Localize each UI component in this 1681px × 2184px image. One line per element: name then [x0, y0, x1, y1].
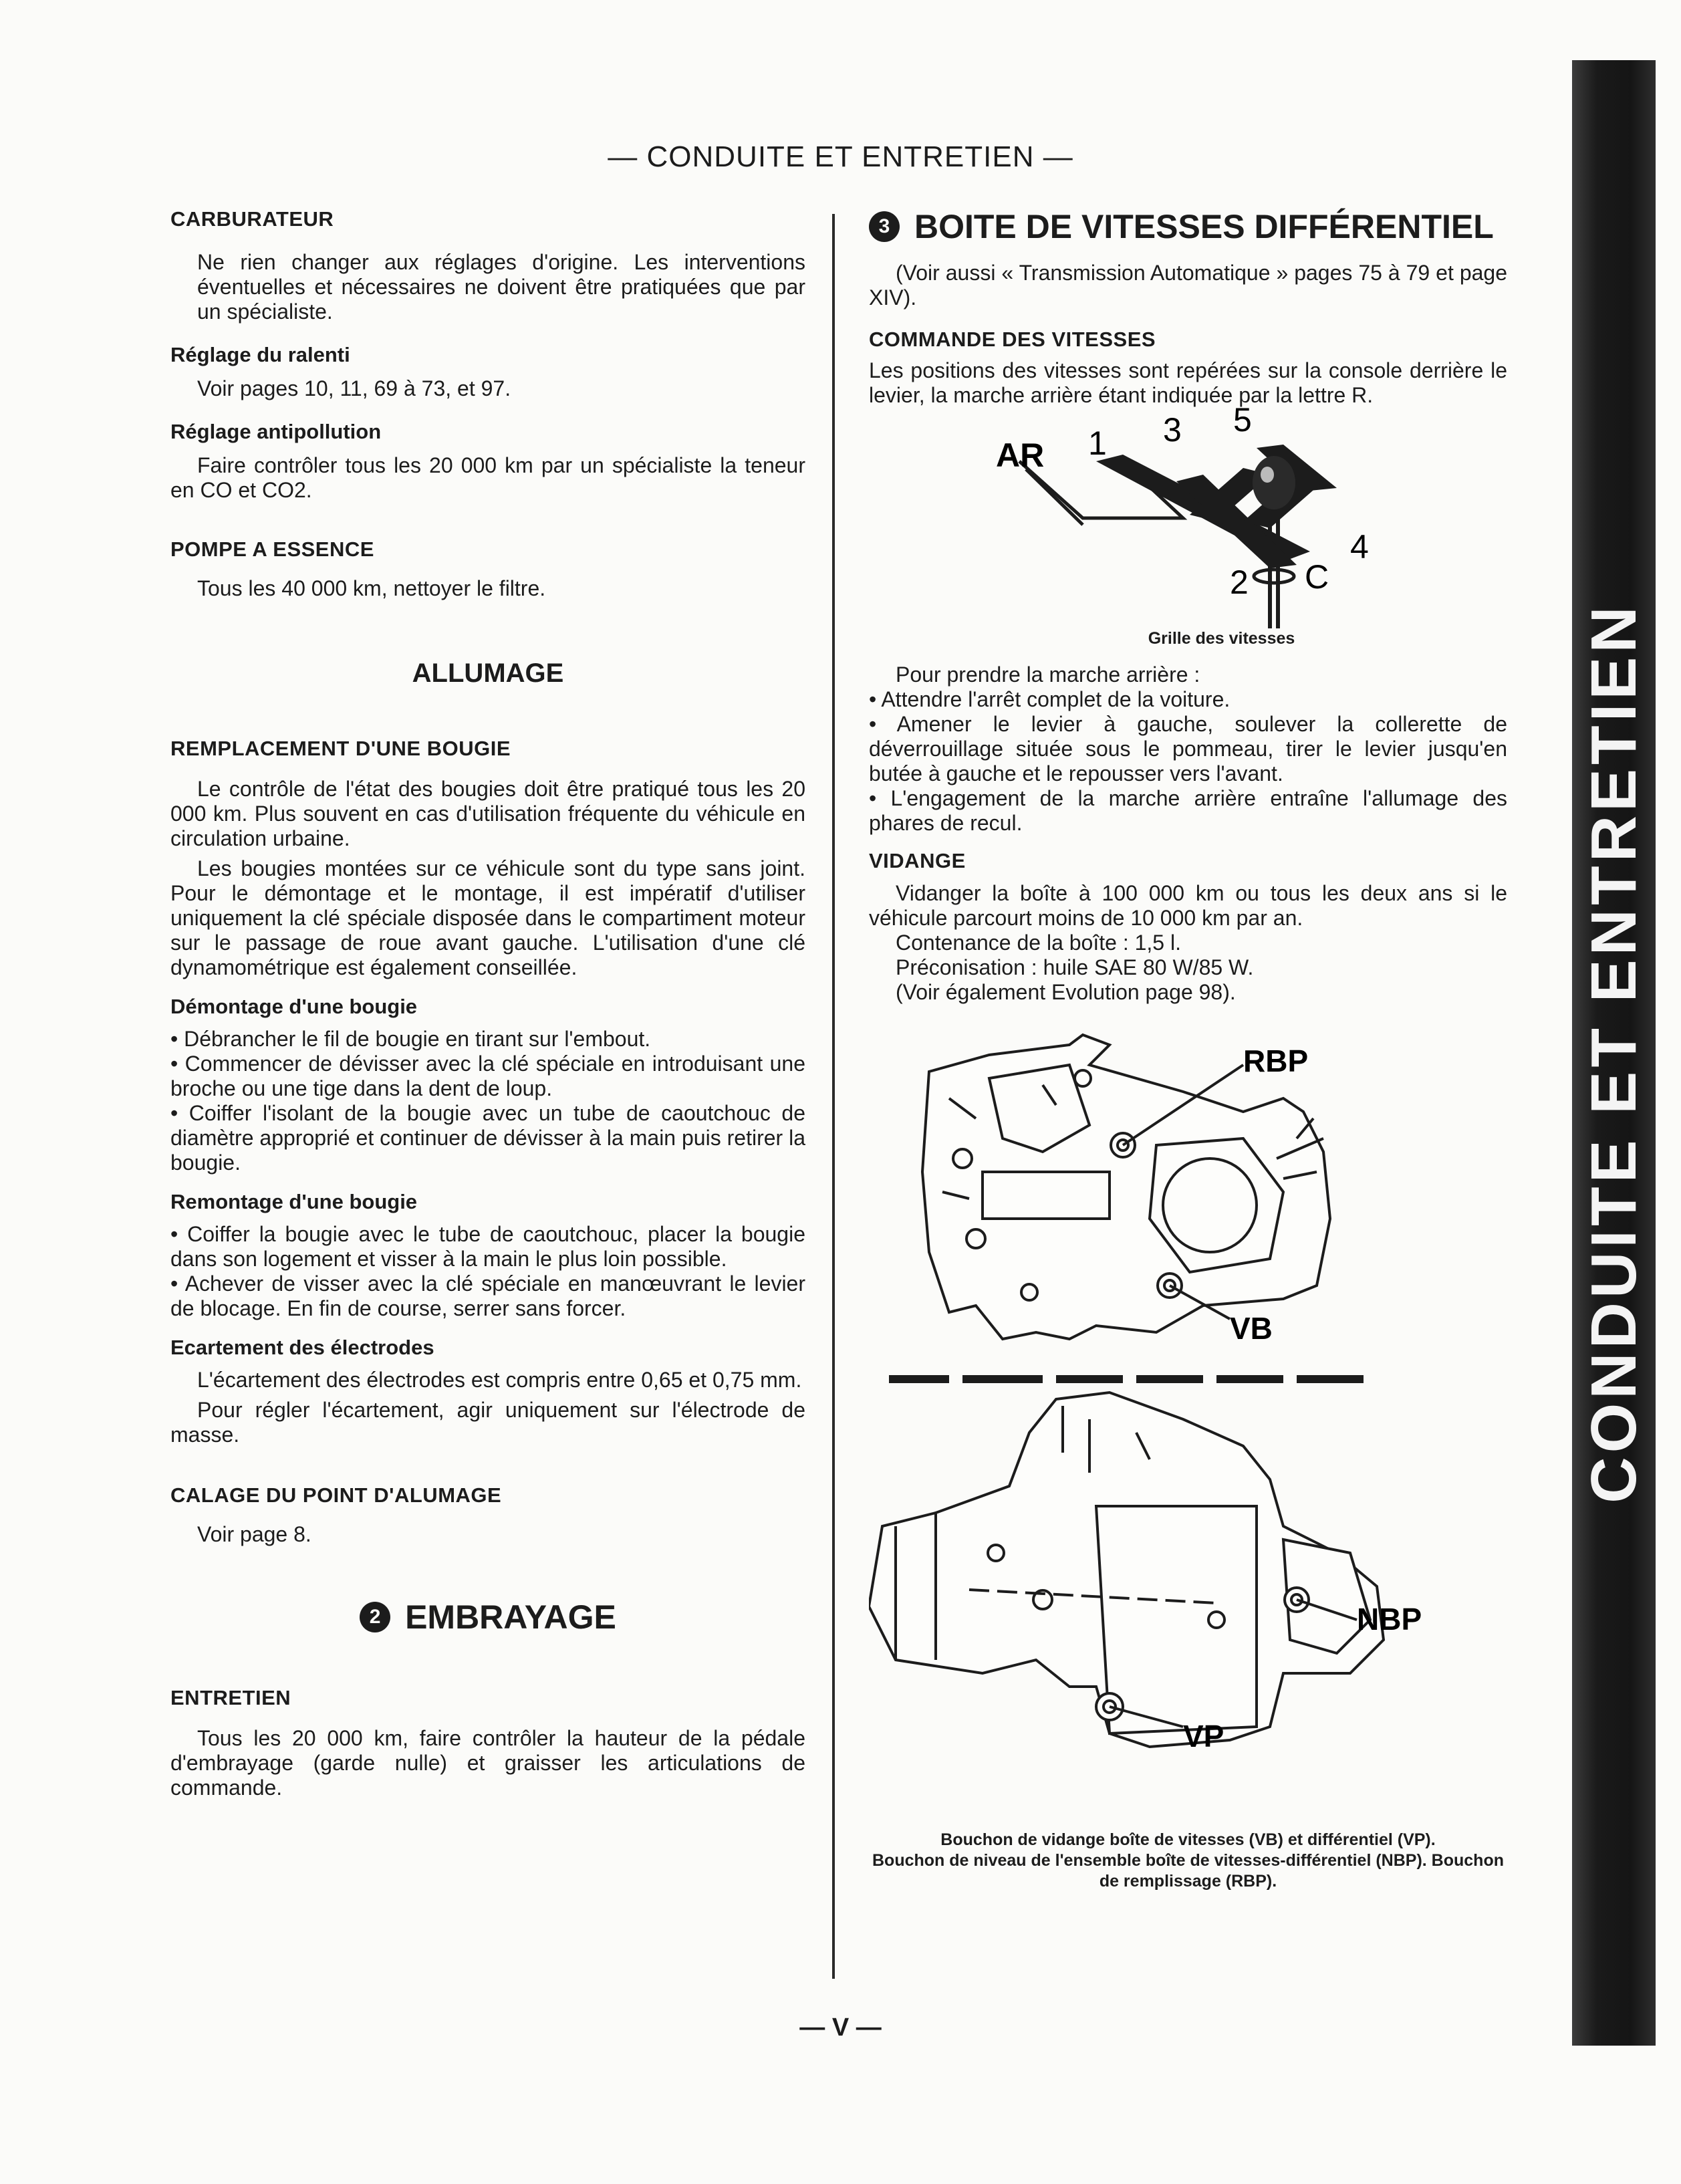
entretien-text: Tous les 20 000 km, faire contrôler la hauteur de la pédale d'embrayage (garde nulle) et graisser les articulations de commande.: [170, 1726, 805, 1800]
pompe-heading: POMPE A ESSENCE: [170, 537, 374, 561]
antipollution-text: Faire contrôler tous les 20 000 km par un spécialiste la teneur en CO et CO2.: [170, 453, 805, 502]
marche-list: [869, 687, 1507, 836]
page-number: — V —: [799, 2014, 882, 2042]
list-item: • Coiffer la bougie avec le tube de caoutchouc, placer la bougie dans son logement et visser à la main le plus loin possible.: [170, 1222, 805, 1271]
remontage-heading: Remontage d'une bougie: [170, 1190, 418, 1213]
boite-heading: [869, 207, 1507, 246]
evolution-text: (Voir également Evolution page 98).: [896, 980, 1236, 1004]
list-item: • Débrancher le fil de bougie en tirant sur l'embout.: [170, 1027, 651, 1051]
label-rbp: RBP: [1243, 1044, 1309, 1078]
gear-label-c: C: [1305, 558, 1329, 596]
diagram-caption-1: Bouchon de vidange boîte de vitesses (VB) et différentiel (VP).: [940, 1830, 1436, 1849]
bougie-paragraph-1: Le contrôle de l'état des bougies doit être pratiqué tous les 20 000 km. Plus souvent en cas d'utilisation fréquente du véhicule en circulation urbaine.: [170, 777, 805, 850]
section-number-2: 2: [360, 1602, 390, 1632]
ralenti-heading: Réglage du ralenti: [170, 343, 350, 366]
boite-title: BOITE DE VITESSES DIFFÉRENTIEL: [914, 208, 1494, 245]
list-item: • Commencer de dévisser avec la clé spéciale en introduisant une broche ou une tige dans la dent de loup.: [170, 1052, 805, 1100]
ralenti-text: Voir pages 10, 11, 69 à 73, et 97.: [197, 376, 511, 400]
demontage-heading: Démontage d'une bougie: [170, 995, 418, 1018]
side-tab: [1572, 60, 1656, 2046]
list-item: • Attendre l'arrêt complet de la voiture.: [869, 687, 1231, 711]
preconisation-text: Préconisation : huile SAE 80 W/85 W.: [896, 955, 1254, 979]
list-item: • Achever de visser avec la clé spéciale en manœuvrant le levier de blocage. En fin de course, serrer sans forcer.: [170, 1271, 805, 1320]
column-divider: [832, 214, 835, 1979]
ecartement-paragraph-1: L'écartement des électrodes est compris entre 0,65 et 0,75 mm.: [197, 1368, 802, 1392]
marche-intro: Pour prendre la marche arrière :: [896, 662, 1200, 687]
gear-label-4: 4: [1350, 528, 1369, 566]
label-vp: VP: [1183, 1719, 1224, 1753]
vidange-text: Vidanger la boîte à 100 000 km ou tous les deux ans si le véhicule parcourt moins de 10 000 km par an.: [869, 881, 1507, 930]
gear-label-1: 1: [1088, 424, 1107, 462]
gear-grid-illustration: [869, 408, 1507, 628]
demontage-list: [170, 1027, 805, 1175]
section-number-3: 3: [869, 211, 900, 242]
vidange-heading: VIDANGE: [869, 849, 966, 872]
gear-label-5: 5: [1233, 408, 1252, 439]
grille-caption: Grille des vitesses: [1148, 629, 1295, 648]
gear-label-2: 2: [1230, 564, 1249, 601]
bougie-paragraph-2: Les bougies montées sur ce véhicule sont du type sans joint. Pour le démontage et le montage, il est impératif d'utiliser uniquement la clé spéciale disposée dans le compartiment moteur sur le passage de roue avant gauche. L'utilisation d'une clé dynamométrique est également conseillée.: [170, 856, 805, 979]
left-column: [170, 207, 805, 1800]
list-item: • L'engagement de la marche arrière entraîne l'allumage des phares de recul.: [869, 786, 1507, 835]
list-item: • Amener le levier à gauche, soulever la collerette de déverrouillage située sous le pommeau, tirer le levier jusqu'en butée à gauche et le repousser vers l'avant.: [869, 712, 1507, 785]
embrayage-title: EMBRAYAGE: [405, 1598, 616, 1636]
label-vb: VB: [1230, 1311, 1273, 1346]
remontage-list: [170, 1222, 805, 1321]
list-item: • Coiffer l'isolant de la bougie avec un tube de caoutchouc de diamètre approprié et continuer de dévisser à la main puis retirer la bougie.: [170, 1101, 805, 1175]
contenance-text: Contenance de la boîte : 1,5 l.: [896, 931, 1181, 955]
bougie-heading: REMPLACEMENT D'UNE BOUGIE: [170, 737, 511, 760]
entretien-heading: ENTRETIEN: [170, 1686, 291, 1709]
commande-text: Les positions des vitesses sont repérées sur la console derrière le levier, la marche arrière étant indiquée par la lettre R.: [869, 358, 1507, 407]
pompe-text: Tous les 40 000 km, nettoyer le filtre.: [197, 576, 546, 600]
embrayage-heading: [170, 1598, 805, 1636]
antipollution-heading: Réglage antipollution: [170, 420, 382, 443]
gearbox-diagram: [869, 1018, 1507, 1814]
gear-label-ar: AR: [996, 437, 1045, 474]
calage-text: Voir page 8.: [197, 1522, 311, 1546]
gear-label-3: 3: [1163, 411, 1182, 449]
carburateur-text: Ne rien changer aux réglages d'origine. Les interventions éventuelles et nécessaires ne doivent être pratiquées que par un spécialiste.: [197, 250, 805, 324]
diagram-caption-2: Bouchon de niveau de l'ensemble boîte de vitesses-différentiel (NBP). Bouchon de remplissage (RBP).: [872, 1851, 1504, 1891]
commande-heading: COMMANDE DES VITESSES: [869, 328, 1156, 351]
label-nbp: NBP: [1357, 1602, 1422, 1636]
ecartement-paragraph-2: Pour régler l'écartement, agir uniquement sur l'électrode de masse.: [170, 1398, 805, 1447]
side-tab-label: CONDUITE ET ENTRETIEN: [1577, 602, 1650, 1503]
boite-intro: (Voir aussi « Transmission Automatique » pages 75 à 79 et page XIV).: [869, 261, 1507, 310]
right-column: [869, 207, 1507, 1892]
calage-heading: CALAGE DU POINT D'ALUMAGE: [170, 1483, 502, 1507]
allumage-heading: ALLUMAGE: [412, 658, 564, 688]
carburateur-heading: CARBURATEUR: [170, 207, 334, 231]
ecartement-heading: Ecartement des électrodes: [170, 1336, 434, 1359]
page-header: — CONDUITE ET ENTRETIEN —: [608, 140, 1073, 173]
